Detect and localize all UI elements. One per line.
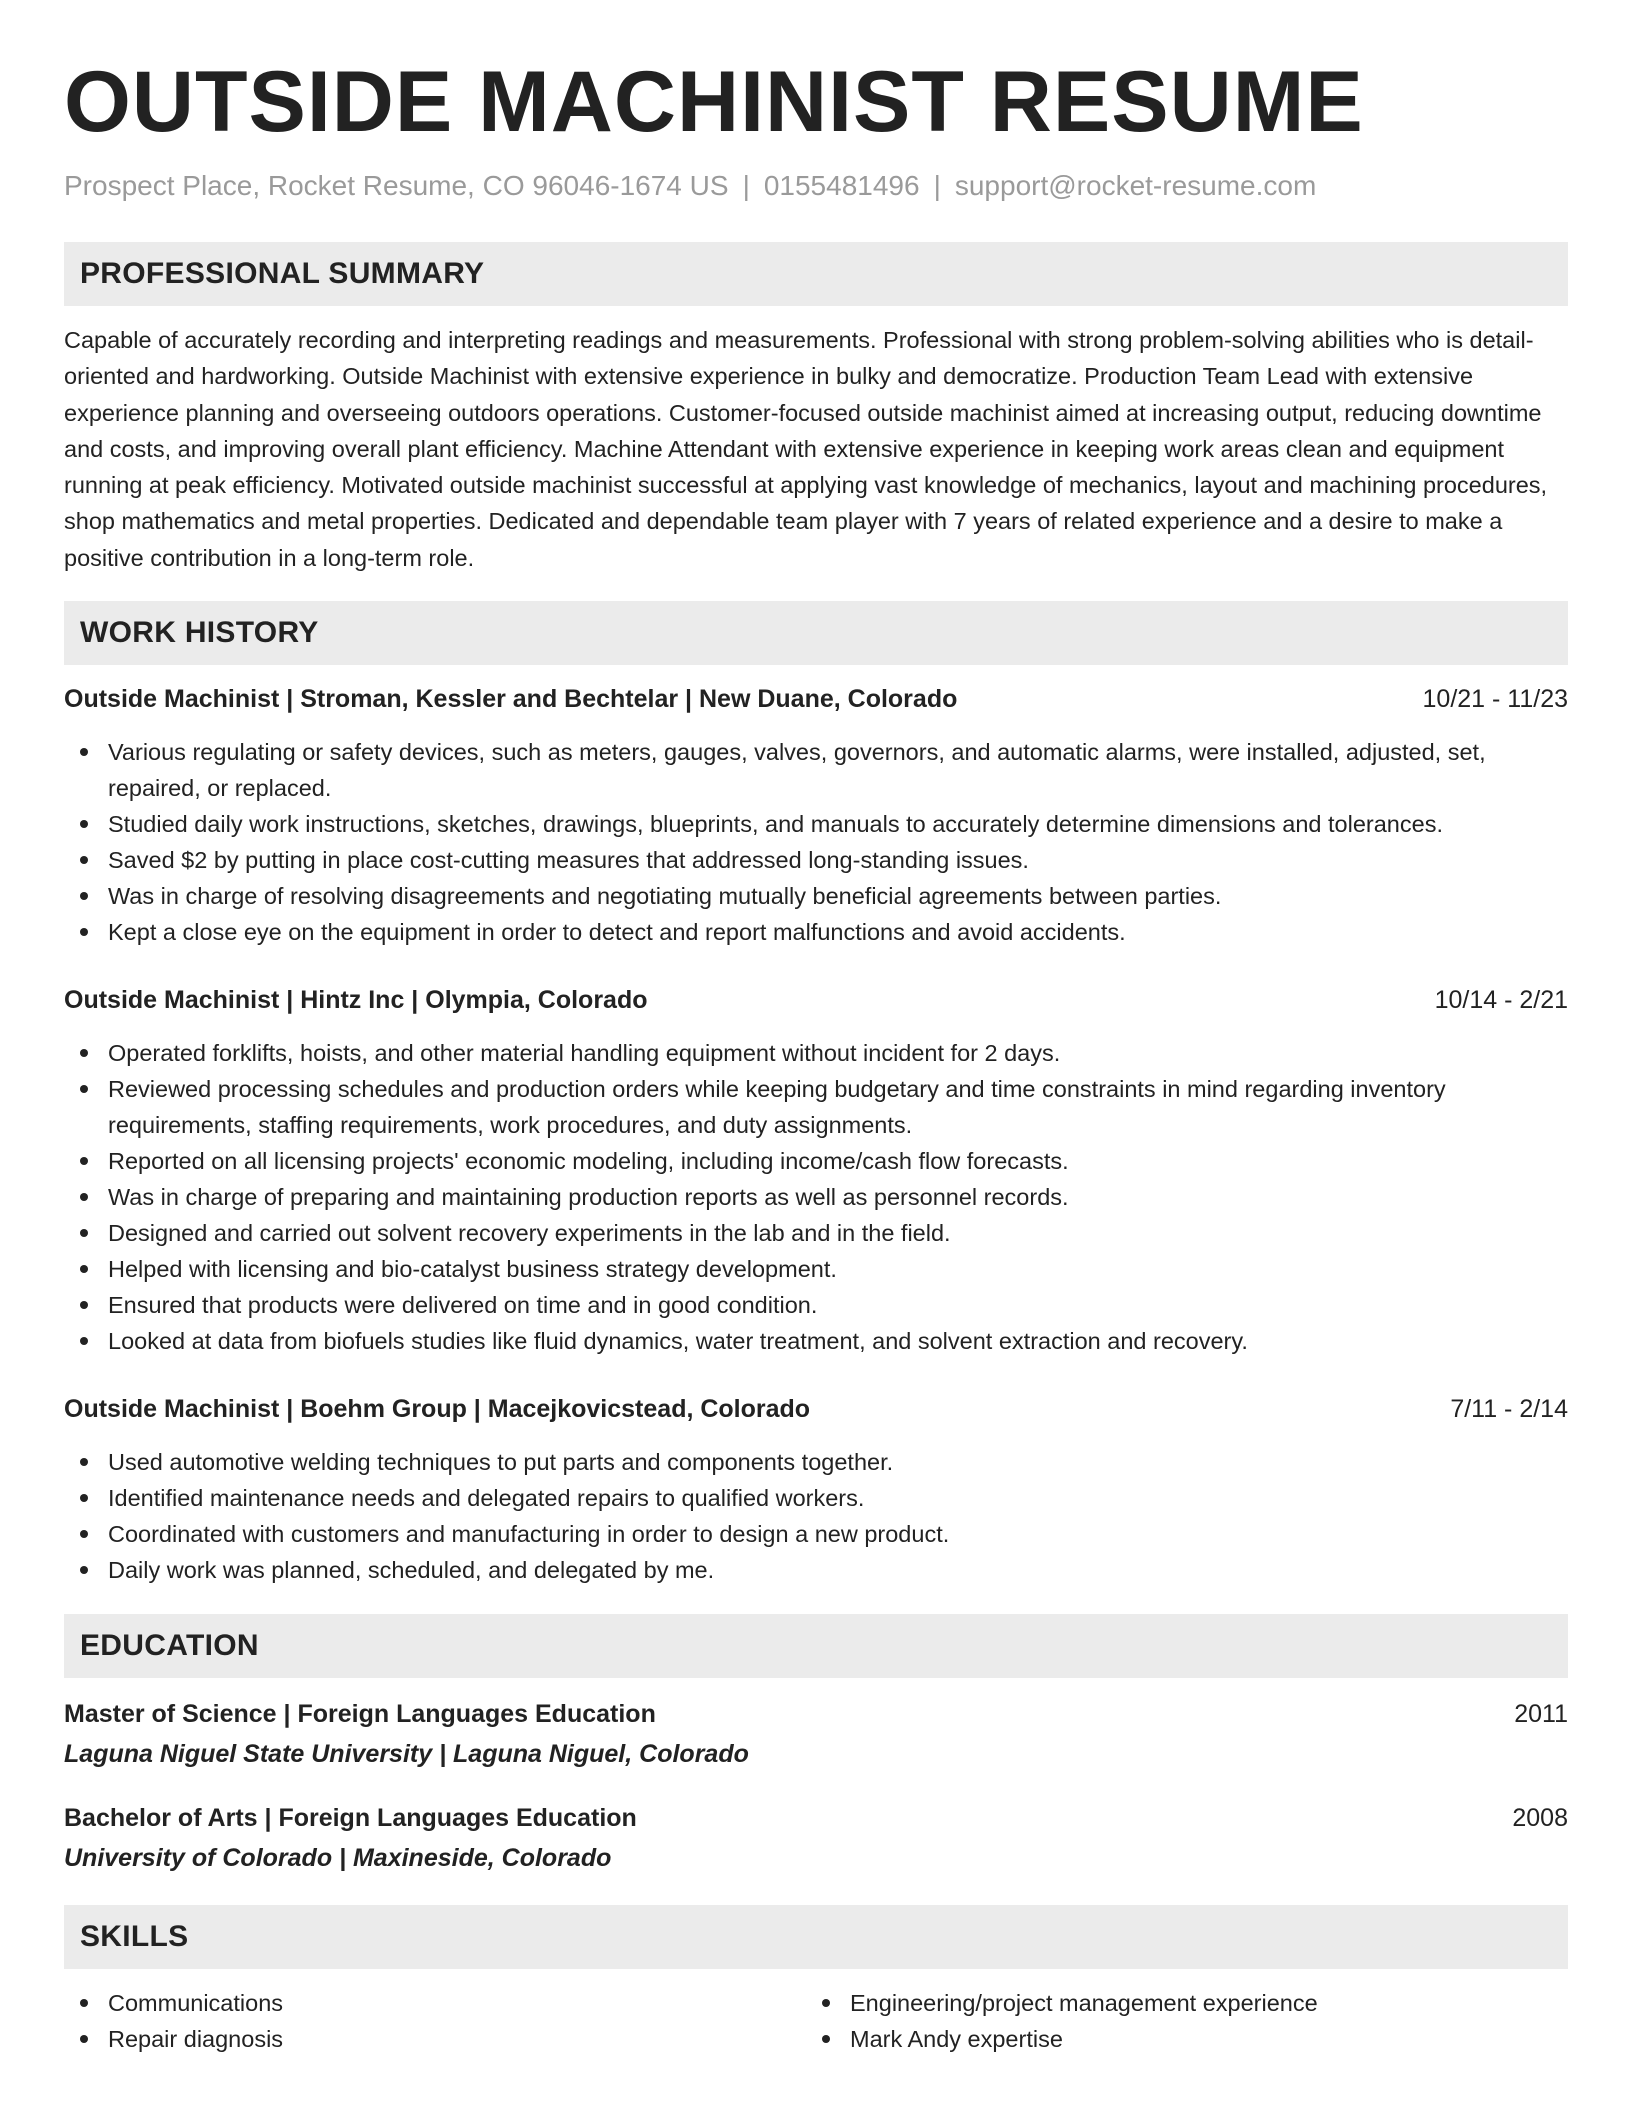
list-item bbox=[64, 734, 1568, 806]
list-item bbox=[806, 2021, 1548, 2057]
list-item bbox=[64, 1143, 1568, 1179]
bullet-text: Various regulating or safety devices, such as meters, gauges, valves, governors, and automatic alarms, were installed, adjusted, set, repaired, or replaced. bbox=[108, 739, 1486, 802]
skills-list bbox=[64, 1985, 806, 2057]
contact-email: support@rocket-resume.com bbox=[954, 170, 1317, 201]
list-item bbox=[64, 1251, 1568, 1287]
job-entry bbox=[64, 983, 1568, 1359]
bullet-text: Used automotive welding techniques to put parts and components together. bbox=[108, 1449, 894, 1476]
bullet-text: Was in charge of preparing and maintaining production reports as well as personnel records. bbox=[108, 1184, 1069, 1211]
list-item bbox=[806, 1985, 1548, 2021]
bullet-icon bbox=[80, 2035, 88, 2043]
skill-text: Repair diagnosis bbox=[108, 2026, 284, 2053]
education-school: Laguna Niguel State University | Laguna Niguel, Colorado bbox=[64, 1740, 749, 1769]
bullet-text: Ensured that products were delivered on time and in good condition. bbox=[108, 1292, 818, 1319]
bullet-icon bbox=[80, 1157, 88, 1165]
bullet-text: Helped with licensing and bio-catalyst business strategy development. bbox=[108, 1256, 837, 1283]
education-header bbox=[64, 1801, 1568, 1835]
bullet-icon bbox=[80, 1301, 88, 1309]
job-header bbox=[64, 682, 1568, 716]
bullet-icon bbox=[822, 2035, 830, 2043]
bullet-icon bbox=[80, 892, 88, 900]
bullet-text: Was in charge of resolving disagreements and negotiating mutually beneficial agreements between parties. bbox=[108, 883, 1222, 910]
list-item bbox=[64, 878, 1568, 914]
bullet-text: Kept a close eye on the equipment in order to detect and report malfunctions and avoid accidents. bbox=[108, 919, 1126, 946]
bullet-text: Operated forklifts, hoists, and other material handling equipment without incident for 2 days. bbox=[108, 1040, 1061, 1067]
list-item bbox=[64, 1179, 1568, 1215]
resume-title: OUTSIDE MACHINIST RESUME bbox=[64, 54, 1364, 150]
list-item bbox=[64, 1287, 1568, 1323]
list-item bbox=[64, 1215, 1568, 1251]
bullet-icon bbox=[80, 1049, 88, 1057]
summary-text: Capable of accurately recording and interpreting readings and measurements. Professional with strong problem-solving abilities who is detail-oriented and hardworking. Outside Machinist with extensive experience in bulky and democratize. Production Team Lead with extensive experience planning and overseeing outdoors operations. Customer-focused outside machinist aimed at increasing output, reducing downtime and costs, and improving overall plant efficiency. Machine Attendant with extensive experience in keeping work areas clean and equipment running at peak efficiency. Motivated outside machinist successful at applying vast knowledge of mechanics, layout and machining procedures, shop mathematics and metal properties. Dedicated and dependable team player with 7 years of related experience and a desire to make a positive contribution in a long-term role. bbox=[64, 327, 1548, 571]
education-entry bbox=[64, 1697, 1568, 1771]
bullet-icon bbox=[80, 1265, 88, 1273]
bullet-text: Reported on all licensing projects' economic modeling, including income/cash flow forecasts. bbox=[108, 1148, 1069, 1175]
list-item bbox=[64, 1035, 1568, 1071]
bullet-icon bbox=[80, 1494, 88, 1502]
list-item bbox=[64, 1444, 1568, 1480]
job-bullets bbox=[64, 734, 1568, 950]
bullet-text: Daily work was planned, scheduled, and delegated by me. bbox=[108, 1557, 715, 1584]
list-item bbox=[64, 1071, 1568, 1143]
bullet-icon bbox=[80, 1337, 88, 1345]
list-item bbox=[64, 1985, 806, 2021]
job-bullets bbox=[64, 1444, 1568, 1588]
skills-heading: SKILLS bbox=[64, 1905, 1568, 1969]
list-item bbox=[64, 842, 1568, 878]
education-year: 2011 bbox=[1514, 1700, 1568, 1729]
list-item bbox=[64, 1480, 1568, 1516]
bullet-icon bbox=[80, 1566, 88, 1574]
job-dates: 7/11 - 2/14 bbox=[1450, 1395, 1568, 1424]
bullet-text: Looked at data from biofuels studies like fluid dynamics, water treatment, and solvent extraction and recovery. bbox=[108, 1328, 1248, 1355]
skill-text: Mark Andy expertise bbox=[850, 2026, 1063, 2053]
skills-column-left bbox=[64, 1985, 806, 2057]
bullet-icon bbox=[80, 748, 88, 756]
contact-phone: 0155481496 bbox=[763, 170, 920, 201]
skills-grid bbox=[64, 1985, 1568, 2057]
education-degree: Master of Science | Foreign Languages Education bbox=[64, 1700, 656, 1729]
bullet-icon bbox=[80, 820, 88, 828]
contact-separator: | bbox=[742, 170, 750, 201]
bullet-icon bbox=[822, 1999, 830, 2007]
bullet-text: Studied daily work instructions, sketches, drawings, blueprints, and manuals to accurately determine dimensions and tolerances. bbox=[108, 811, 1443, 838]
summary-heading: PROFESSIONAL SUMMARY bbox=[64, 242, 1568, 306]
job-header bbox=[64, 983, 1568, 1017]
skill-text: Communications bbox=[108, 1990, 284, 2017]
work-history-heading: WORK HISTORY bbox=[64, 601, 1568, 665]
bullet-icon bbox=[80, 928, 88, 936]
bullet-icon bbox=[80, 1458, 88, 1466]
list-item bbox=[64, 914, 1568, 950]
education-heading: EDUCATION bbox=[64, 1614, 1568, 1678]
list-item bbox=[64, 2021, 806, 2057]
bullet-text: Designed and carried out solvent recovery experiments in the lab and in the field. bbox=[108, 1220, 951, 1247]
bullet-icon bbox=[80, 1085, 88, 1093]
job-bullets bbox=[64, 1035, 1568, 1359]
job-title: Outside Machinist | Hintz Inc | Olympia, Colorado bbox=[64, 986, 648, 1015]
list-item bbox=[64, 806, 1568, 842]
job-title: Outside Machinist | Boehm Group | Macejkovicstead, Colorado bbox=[64, 1395, 811, 1424]
resume-page bbox=[64, 52, 1568, 2057]
list-item bbox=[64, 1516, 1568, 1552]
job-dates: 10/14 - 2/21 bbox=[1434, 986, 1568, 1015]
education-year: 2008 bbox=[1512, 1804, 1568, 1833]
education-school: University of Colorado | Maxineside, Colorado bbox=[64, 1844, 612, 1873]
job-title: Outside Machinist | Stroman, Kessler and Bechtelar | New Duane, Colorado bbox=[64, 685, 958, 714]
bullet-text: Coordinated with customers and manufacturing in order to design a new product. bbox=[108, 1521, 950, 1548]
contact-separator: | bbox=[933, 170, 941, 201]
bullet-text: Identified maintenance needs and delegated repairs to qualified workers. bbox=[108, 1485, 865, 1512]
education-degree: Bachelor of Arts | Foreign Languages Education bbox=[64, 1804, 637, 1833]
skill-text: Engineering/project management experience bbox=[850, 1990, 1318, 2017]
bullet-icon bbox=[80, 1999, 88, 2007]
contact-address: Prospect Place, Rocket Resume, CO 96046-1674 US bbox=[64, 170, 729, 201]
skills-column-right bbox=[806, 1985, 1548, 2057]
education-header bbox=[64, 1697, 1568, 1731]
job-dates: 10/21 - 11/23 bbox=[1422, 685, 1568, 714]
education-entry bbox=[64, 1801, 1568, 1875]
job-header bbox=[64, 1392, 1568, 1426]
job-entry bbox=[64, 1392, 1568, 1588]
bullet-icon bbox=[80, 1229, 88, 1237]
bullet-icon bbox=[80, 1530, 88, 1538]
list-item bbox=[64, 1323, 1568, 1359]
job-entry bbox=[64, 682, 1568, 950]
list-item bbox=[64, 1552, 1568, 1588]
bullet-icon bbox=[80, 1193, 88, 1201]
bullet-text: Reviewed processing schedules and production orders while keeping budgetary and time constraints in mind regarding inventory requirements, staffing requirements, work procedures, and duty assignments. bbox=[108, 1076, 1446, 1139]
bullet-text: Saved $2 by putting in place cost-cutting measures that addressed long-standing issues. bbox=[108, 847, 1029, 874]
bullet-icon bbox=[80, 856, 88, 864]
skills-list bbox=[806, 1985, 1548, 2057]
contact-line bbox=[64, 168, 1568, 204]
